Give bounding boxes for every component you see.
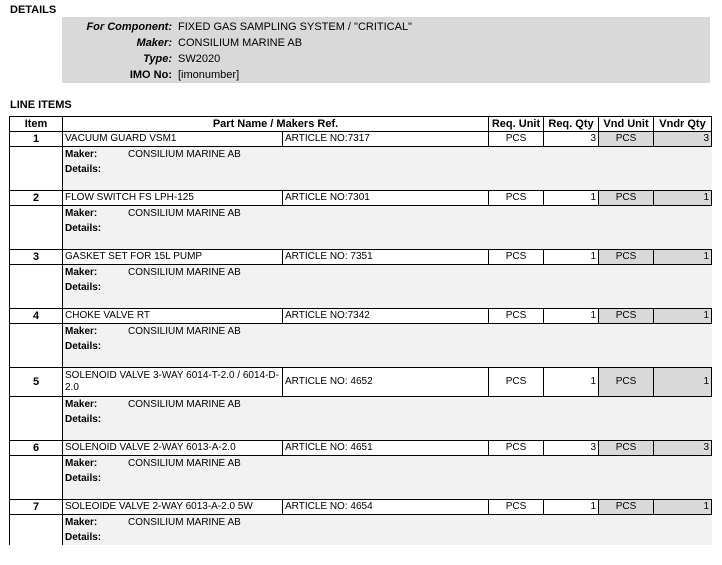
item-number: 5 [10,368,63,397]
table-row [10,441,712,456]
details-label: Details: [65,414,102,425]
detail-value: FIXED GAS SAMPLING SYSTEM / "CRITICAL" [178,21,412,33]
header-item: Item [10,117,63,132]
details-label: Details: [65,473,102,484]
req-qty: 3 [544,132,599,147]
details-label: Details: [65,341,102,352]
vndr-qty: 3 [654,132,712,147]
vndr-qty: 1 [654,500,712,515]
req-unit: PCS [489,309,544,324]
spacer-row [10,486,712,500]
details-label: Details: [65,164,102,175]
spacer-row [10,295,712,309]
detail-value: CONSILIUM MARINE AB [178,37,303,49]
maker-value: CONSILIUM MARINE AB [128,326,241,337]
detail-row-component [62,19,710,35]
detail-row-imo [62,67,710,83]
part-name: FLOW SWITCH FS LPH-125 [63,191,283,206]
vndr-qty: 1 [654,309,712,324]
req-qty: 1 [544,191,599,206]
maker-row [10,397,712,413]
details-label: Details: [65,282,102,293]
vnd-unit: PCS [599,132,654,147]
maker-label: Maker: [65,326,98,337]
spacer-row [10,177,712,191]
req-qty: 1 [544,500,599,515]
details-label: Details: [65,223,102,234]
detail-label: For Component: [86,21,172,33]
spacer-row [10,236,712,250]
maker-label: Maker: [65,149,98,160]
maker-label: Maker: [65,208,98,219]
detail-row-type [62,51,710,67]
part-name: CHOKE VALVE RT [63,309,283,324]
table-row [10,250,712,265]
maker-row [10,206,712,222]
maker-value: CONSILIUM MARINE AB [128,458,241,469]
req-qty: 1 [544,250,599,265]
details-box [62,17,710,83]
makers-ref: ARTICLE NO: 4651 [283,441,489,456]
vndr-qty: 1 [654,368,712,397]
req-qty: 3 [544,441,599,456]
line-items-section-title: LINE ITEMS [10,99,72,111]
details-row [10,280,712,295]
req-unit: PCS [489,191,544,206]
details-row [10,339,712,354]
details-row [10,530,712,545]
req-unit: PCS [489,441,544,456]
details-row [10,221,712,236]
detail-label: Maker: [136,37,172,49]
part-name: SOLEOIDE VALVE 2-WAY 6013-A-2.0 5W [63,500,283,515]
vnd-unit: PCS [599,500,654,515]
maker-row [10,147,712,163]
details-row [10,412,712,427]
header-req-qty: Req. Qty [544,117,599,132]
line-items-table [9,116,712,545]
maker-row [10,265,712,281]
details-label: Details: [65,532,102,543]
spacer-row [10,427,712,441]
vnd-unit: PCS [599,368,654,397]
details-row [10,471,712,486]
detail-value: SW2020 [178,53,221,65]
req-qty: 1 [544,368,599,397]
req-unit: PCS [489,500,544,515]
header-part: Part Name / Makers Ref. [63,117,489,132]
maker-value: CONSILIUM MARINE AB [128,517,241,528]
makers-ref: ARTICLE NO:7317 [283,132,489,147]
table-row [10,500,712,515]
item-number: 7 [10,500,63,515]
vnd-unit: PCS [599,191,654,206]
req-qty: 1 [544,309,599,324]
part-name: VACUUM GUARD VSM1 [63,132,283,147]
vndr-qty: 1 [654,250,712,265]
table-row [10,191,712,206]
makers-ref: ARTICLE NO: 4652 [283,368,489,397]
maker-label: Maker: [65,267,98,278]
makers-ref: ARTICLE NO: 4654 [283,500,489,515]
req-unit: PCS [489,368,544,397]
table-row [10,309,712,324]
part-name: SOLENOID VALVE 2-WAY 6013-A-2.0 [63,441,283,456]
maker-label: Maker: [65,458,98,469]
header-vndr-qty: Vndr Qty [654,117,712,132]
maker-row [10,324,712,340]
details-row [10,162,712,177]
vnd-unit: PCS [599,309,654,324]
table-header-row [10,117,712,132]
part-name: GASKET SET FOR 15L PUMP [63,250,283,265]
maker-value: CONSILIUM MARINE AB [128,149,241,160]
table-row [10,368,712,397]
details-section-title: DETAILS [10,4,57,16]
vndr-qty: 1 [654,191,712,206]
item-number: 4 [10,309,63,324]
item-number: 1 [10,132,63,147]
req-unit: PCS [489,132,544,147]
detail-row-maker [62,35,710,51]
header-vnd-unit: Vnd Unit [599,117,654,132]
table-row [10,132,712,147]
maker-value: CONSILIUM MARINE AB [128,208,241,219]
item-number: 6 [10,441,63,456]
item-number: 3 [10,250,63,265]
maker-value: CONSILIUM MARINE AB [128,267,241,278]
vnd-unit: PCS [599,250,654,265]
item-number: 2 [10,191,63,206]
detail-label: IMO No: [129,69,172,81]
maker-label: Maker: [65,517,98,528]
maker-value: CONSILIUM MARINE AB [128,399,241,410]
maker-row [10,515,712,531]
vndr-qty: 3 [654,441,712,456]
maker-row [10,456,712,472]
spacer-row [10,354,712,368]
part-name: SOLENOID VALVE 3-WAY 6014-T-2.0 / 6014-D-2.0 [63,368,283,397]
req-unit: PCS [489,250,544,265]
detail-value: [imonumber] [178,69,240,81]
maker-label: Maker: [65,399,98,410]
detail-label: Type: [143,53,172,65]
vnd-unit: PCS [599,441,654,456]
makers-ref: ARTICLE NO: 7351 [283,250,489,265]
makers-ref: ARTICLE NO:7301 [283,191,489,206]
header-req-unit: Req. Unit [489,117,544,132]
makers-ref: ARTICLE NO:7342 [283,309,489,324]
